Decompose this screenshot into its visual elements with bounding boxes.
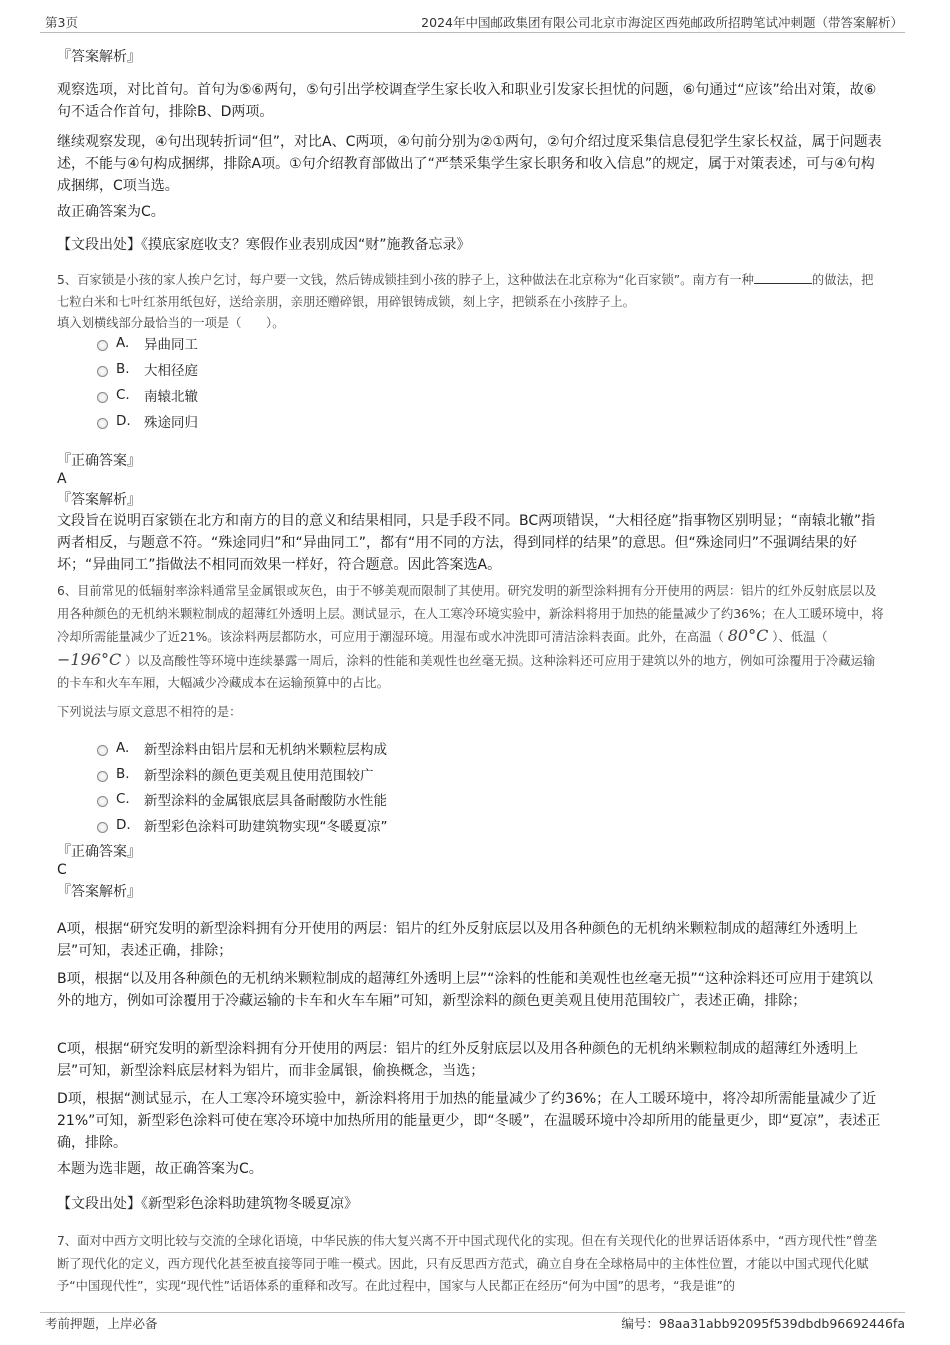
question-text: ）、低温（ — [772, 630, 828, 644]
analysis-label: 『答案解析』 — [57, 49, 141, 65]
footer-divider — [40, 1312, 905, 1313]
id-label: 编号： — [621, 1316, 659, 1331]
analysis-paragraph: D项，根据“测试显示，在人工寒冷环境实验中，新涂料将用于加热的能量减少了约36%；在人工暖环境中，将冷却所需能量减少了近21%”可知，新型彩色涂料可使在寒冷环境中加热所用的能量更少，即“冬暖”，在温暖环境中冷却所用的能量更少，即“夏凉”，表述正确，排除。 — [57, 1091, 881, 1151]
question-text: 5、百家锁是小孩的家人挨户乞讨，每户要一文钱，然后铸成锁挂到小孩的脖子上，这种做法在北京称为“化百家锁”。南方有一种 — [57, 273, 754, 287]
radio-button[interactable] — [97, 822, 108, 833]
option-a[interactable] — [97, 738, 387, 758]
radio-button[interactable] — [97, 418, 108, 429]
option-text: 新型涂料的颜色更美观且使用范围较广 — [144, 768, 374, 784]
analysis-paragraph: C项，根据“研究发明的新型涂料拥有分开使用的两层：铝片的红外反射底层以及用各种颜色的无机纳米颗粒制成的超薄红外透明上层”可知，新型涂料底层材料为铝片，而非金属银，偷换概念，当选； — [57, 1041, 859, 1079]
analysis-paragraph: 文段旨在说明百家锁在北方和南方的目的意义和结果相同，只是手段不同。BC两项错误，“大相径庭”指事物区别明显；“南辕北辙”指两者相反，与题意不符。“殊途同归”和“异曲同工”，都有“用不同的方法，得到同样的结果”的意思。但“殊途同归”不强调结果的好坏；“异曲同工”指做法不相同而效果一样好，符合题意。因此答案选A。 — [57, 513, 876, 573]
correct-answer: C — [57, 862, 67, 878]
analysis-paragraph: B项，根据“以及用各种颜色的无机纳米颗粒制成的超薄红外透明上层”“涂料的性能和美观性也丝毫无损”“这种涂料还可应用于建筑以外的地方，例如可涂覆用于冷藏运输的卡车和火车车厢”可知，新型涂料的颜色更美观且使用范围较广，表述正确，排除； — [57, 971, 873, 1009]
option-letter: A. — [116, 335, 130, 351]
radio-button[interactable] — [97, 771, 108, 782]
correct-answer-label: 『正确答案』 — [57, 453, 141, 469]
option-text: 大相径庭 — [144, 363, 198, 379]
option-b[interactable] — [97, 359, 198, 379]
radio-button[interactable] — [97, 340, 108, 351]
radio-button[interactable] — [97, 392, 108, 403]
document-id — [621, 1314, 905, 1332]
option-letter: C. — [116, 387, 130, 403]
option-text: 异曲同工 — [144, 337, 198, 353]
option-letter: A. — [116, 740, 130, 756]
radio-button[interactable] — [97, 745, 108, 756]
option-text: 殊途同归 — [144, 415, 198, 431]
page-number: 第3页 — [45, 15, 78, 30]
option-letter: D. — [116, 413, 131, 429]
question-5-text — [57, 270, 885, 335]
correct-answer-label: 『正确答案』 — [57, 844, 141, 860]
high-temperature: 80°C — [727, 626, 769, 645]
option-text: 新型涂料由铝片层和无机纳米颗粒层构成 — [144, 742, 387, 758]
id-value: 98aa31abb92095f539dbdb96692446fa — [658, 1316, 905, 1331]
fill-blank — [754, 271, 812, 284]
option-c[interactable] — [97, 789, 387, 809]
analysis-label: 『答案解析』 — [57, 884, 141, 900]
correct-answer: A — [57, 471, 67, 487]
analysis-paragraph: 继续观察发现，④句出现转折词“但”，对比A、C两项，④句前分别为②①两句，②句介绍过度采集信息侵犯学生家长权益，属于问题表述，不能与④句构成捆绑，排除A项。①句介绍教育部做出了“严禁采集学生家长职务和收入信息”的规定，属于对策表述，可与④句构成捆绑，C项当选。 — [57, 134, 882, 194]
option-text: 新型涂料的金属银底层具备耐酸防水性能 — [144, 793, 387, 809]
option-letter: C. — [116, 791, 130, 807]
question-text: （ — [711, 630, 724, 644]
passage-source: 【文段出处】《新型彩色涂料助建筑物冬暖夏凉》 — [57, 1196, 358, 1212]
question-text: 6、目前常见的低辐射率涂料通常呈金属银或灰色，由于不够美观而限制了其使用。研究发明的新型涂料拥有分开使用的两层：铝片的红外反射底层以及用各种颜色的无机纳米颗粒制成的超薄红外透明上层。测试显示，在人工寒冷环境实验中，新涂料将用于加热的能量减少了约36%；在人工暖环境中，将冷却所需能量减少了近21%。该涂料两层都防水，可应用于潮湿环境。用湿布或水冲洗即可清洁涂料表面。此外，在高温 — [57, 584, 884, 644]
option-d[interactable] — [97, 815, 388, 835]
question-text: ）以及高酸性等环境中连续暴露一周后，涂料的性能和美观性也丝毫无损。这种涂料还可应用于建筑以外的地方，例如可涂覆用于冷藏运输的卡车和火车车厢，大幅减少冷藏成本在运输预算中的占比。 — [57, 653, 876, 690]
question-6-text — [57, 580, 885, 695]
question-text: 的做法，把七粒白米和七叶红茶用纸包好，送给亲朋，亲朋还赠碎银，用碎银铸成锁，刻上字，把锁系在小孩脖子上。 — [57, 273, 874, 309]
question-prompt: 填入划横线部分最恰当的一项是（ ）。 — [57, 316, 285, 330]
option-letter: D. — [116, 817, 131, 833]
option-letter: B. — [116, 361, 130, 377]
analysis-paragraph: A项，根据“研究发明的新型涂料拥有分开使用的两层：铝片的红外反射底层以及用各种颜色的无机纳米颗粒制成的超薄红外透明上层”可知，表述正确，排除； — [57, 921, 858, 959]
question-prompt: 下列说法与原文意思不相符的是： — [57, 705, 242, 719]
answer-conclusion: 本题为选非题，故正确答案为C。 — [57, 1161, 263, 1177]
radio-button[interactable] — [97, 796, 108, 807]
question-7-text: 7、面对中西方文明比较与交流的全球化语境，中华民族的伟大复兴离不开中国式现代化的实现。但在有关现代化的世界话语体系中，“西方现代性”曾垄断了现代化的定义，西方现代化甚至被直接等同于唯一模式。因此，只有反思西方范式，确立自身在全球格局中的主体性位置，才能以中国式现代化赋予“中国现代性”，实现“现代性”话语体系的重释和改写。在此过程中，国家与人民都正在经历“何为中国”的思考，“我是谁”的 — [57, 1234, 877, 1293]
answer-conclusion: 故正确答案为C。 — [57, 204, 165, 220]
analysis-label: 『答案解析』 — [57, 492, 141, 508]
footer-slogan: 考前押题，上岸必备 — [45, 1316, 158, 1331]
option-c[interactable] — [97, 385, 198, 405]
option-text: 新型彩色涂料可助建筑物实现“冬暖夏凉” — [144, 819, 388, 835]
option-letter: B. — [116, 766, 130, 782]
passage-source: 【文段出处】《摸底家庭收支？寒假作业表别成因“财”施教备忘录》 — [57, 237, 471, 253]
option-d[interactable] — [97, 411, 198, 431]
header-divider — [40, 32, 905, 33]
analysis-paragraph: 观察选项，对比首句。首句为⑤⑥两句，⑤句引出学校调查学生家长收入和职业引发家长担忧的问题，⑥句通过“应该”给出对策，故⑥句不适合作首句，排除B、D两项。 — [57, 82, 877, 120]
low-temperature: −196°C — [57, 649, 122, 669]
option-text: 南辕北辙 — [144, 389, 198, 405]
option-a[interactable] — [97, 333, 198, 353]
radio-button[interactable] — [97, 366, 108, 377]
document-title: 2024年中国邮政集团有限公司北京市海淀区西苑邮政所招聘笔试冲刺题（带答案解析） — [421, 15, 903, 30]
option-b[interactable] — [97, 764, 374, 784]
